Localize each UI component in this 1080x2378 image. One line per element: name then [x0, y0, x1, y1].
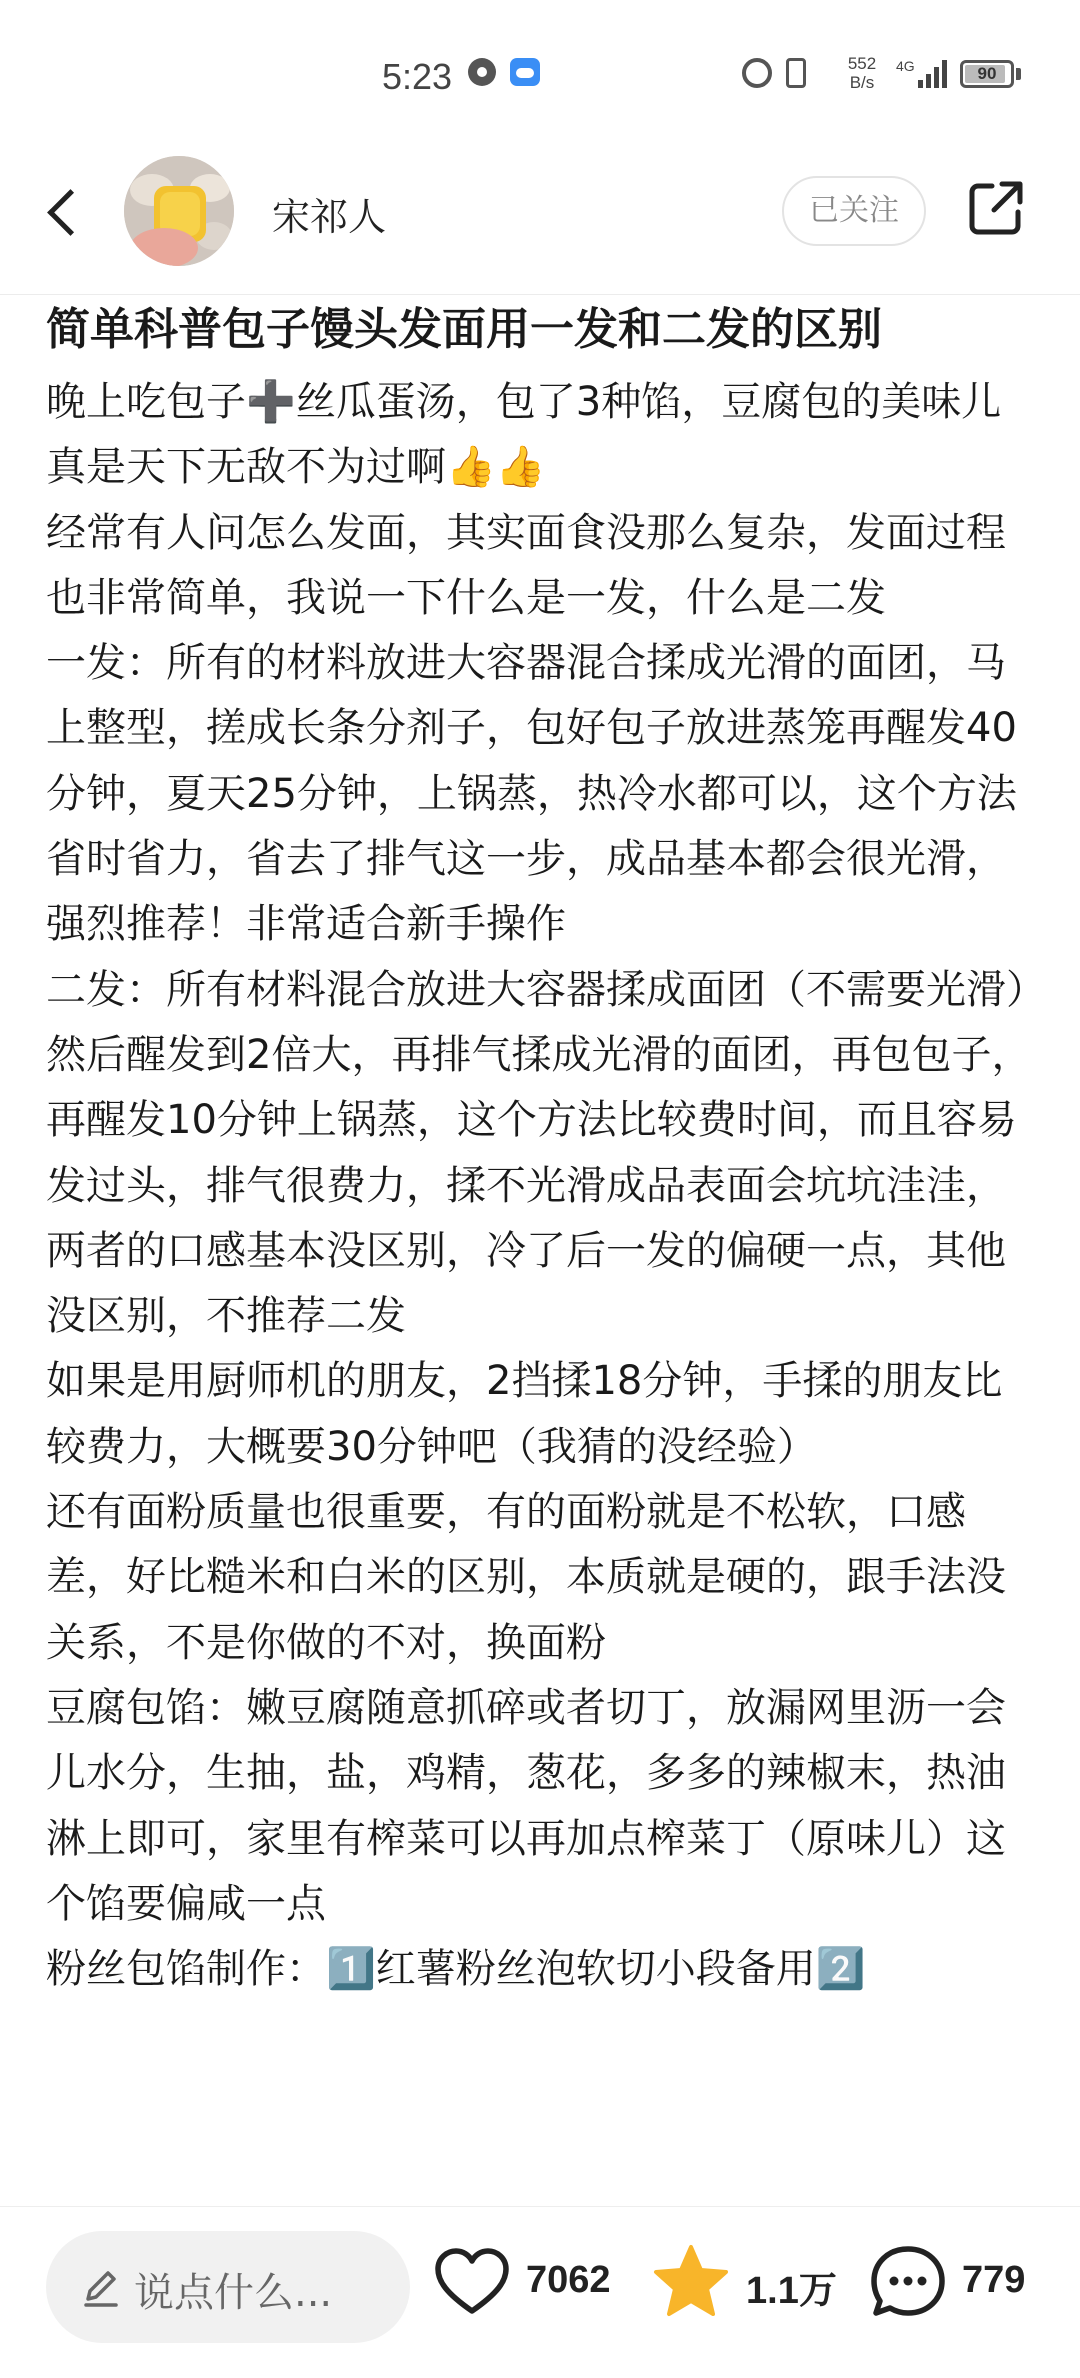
network-speed-unit: B/s: [849, 73, 875, 92]
pencil-icon: [78, 2265, 122, 2309]
cloud-icon: [510, 58, 540, 86]
bottom-action-bar: [0, 2206, 1080, 2378]
post-paragraph: 还有面粉质量也很重要，有的面粉就是不松软，口感差，好比糙米和白米的区别，本质就是硬的，跟手法没关系，不是你做的不对，换面粉: [46, 1489, 1006, 1666]
comment-input[interactable]: [46, 2231, 410, 2343]
network-type: 4G: [896, 58, 915, 74]
clock-icon: [468, 58, 496, 86]
follow-button[interactable]: 已关注: [782, 176, 926, 246]
alarm-icon: [742, 58, 772, 88]
post-header: [0, 150, 1080, 295]
back-button[interactable]: [40, 182, 84, 246]
post-title: 简单科普包子馒头发面用一发和二发的区别: [46, 304, 882, 355]
comment-button[interactable]: [868, 2233, 1058, 2333]
like-button[interactable]: [432, 2233, 632, 2333]
author-name[interactable]: 宋祁人: [272, 195, 387, 239]
avatar[interactable]: [124, 156, 234, 266]
battery-text: 90: [977, 64, 997, 83]
star-icon: [650, 2241, 732, 2323]
post-paragraph: 一发：所有的材料放进大容器混合揉成光滑的面团，马上整型，搓成长条分剂子，包好包子放进蒸笼再醒发40分钟，夏天25分钟，上锅蒸，热冷水都可以，这个方法省时省力，省去了排气这一步，成品基本都会很光滑，强烈推荐！非常适合新手操作: [46, 640, 1017, 948]
status-time: 5:23: [382, 56, 453, 97]
battery-cap: [1016, 68, 1021, 80]
network-speed-value: 552: [847, 54, 877, 73]
status-bar: [0, 0, 1080, 150]
post-paragraph: 如果是用厨师机的朋友，2挡揉18分钟，手揉的朋友比较费力，大概要30分钟吧（我猜的没经验）: [46, 1358, 1003, 1470]
comment-placeholder: 说点什么...: [134, 2270, 333, 2316]
favorite-count: 1.1万: [746, 2270, 837, 2312]
avatar-image: [124, 156, 234, 266]
share-button[interactable]: [964, 176, 1028, 240]
network-speed: [840, 54, 884, 92]
comment-icon: [868, 2243, 948, 2323]
post-paragraph: 二发：所有材料混合放进大容器揉成面团（不需要光滑）然后醒发到2倍大，再排气揉成光滑的面团，再包包子，再醒发10分钟上锅蒸，这个方法比较费时间，而且容易发过头，排气很费力，揉不光滑成品表面会坑坑洼洼，两者的口感基本没区别，冷了后一发的偏硬一点，其他没区别，不推荐二发: [46, 966, 1032, 1340]
share-icon: [964, 176, 1028, 240]
battery-icon: [960, 60, 1014, 88]
signal-icon: [918, 58, 948, 88]
post-paragraph: 粉丝包馅制作：1️⃣红薯粉丝泡软切小段备用2️⃣: [46, 1946, 866, 1993]
post-paragraph: 经常有人问怎么发面，其实面食没那么复杂，发面过程也非常简单，我说一下什么是一发，什么是二发: [46, 509, 1006, 621]
like-count: 7062: [526, 2259, 611, 2301]
favorite-button[interactable]: [650, 2233, 850, 2333]
post-paragraph: 晚上吃包子➕丝瓜蛋汤，包了3种馅，豆腐包的美味儿真是天下无敌不为过啊👍👍: [46, 379, 1002, 491]
post-paragraph: 豆腐包馅：嫩豆腐随意抓碎或者切丁，放漏网里沥一会儿水分，生抽，盐，鸡精，葱花，多多的辣椒末，热油淋上即可，家里有榨菜可以再加点榨菜丁（原味儿）这个馅要偏咸一点: [46, 1684, 1006, 1927]
heart-icon: [432, 2243, 512, 2323]
post-body: [46, 370, 1036, 2206]
vibrate-icon: [786, 58, 806, 88]
comment-count: 779: [962, 2259, 1026, 2301]
